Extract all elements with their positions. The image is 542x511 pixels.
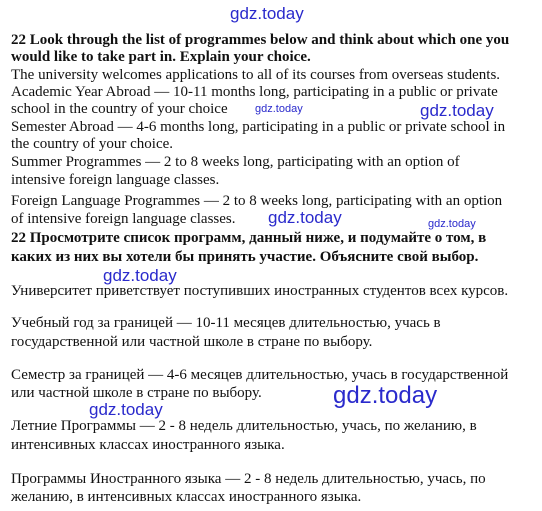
watermark-right: gdz.today — [420, 101, 494, 120]
intro-ru: Университет приветствует поступивших иностранных студентов всех курсов. — [11, 283, 509, 299]
programme-academic-year-line1: Academic Year Abroad — 10-11 months long, participating in a public or private — [11, 84, 498, 100]
programme-foreign-language-line2: of intensive foreign language classes. — [11, 211, 236, 227]
watermark-mid: gdz.today — [268, 208, 342, 227]
programme-ru-semester-line2: или частной школе в стране по выбору. — [11, 385, 262, 401]
programme-ru-foreign-language-line1: Программы Иностранного языка — 2 - 8 недель длительностью, учась, по — [11, 471, 486, 487]
programme-foreign-language-line1: Foreign Language Programmes — 2 to 8 weeks long, participating with an option — [11, 193, 503, 209]
programme-academic-year-line2: school in the country of your choice — [11, 101, 228, 117]
programme-ru-academic-year-line2: государственной или частной школе в стране по выбору. — [11, 334, 373, 350]
programme-ru-semester-line1: Семестр за границей — 4-6 месяцев длительностью, учась в государственной — [11, 367, 509, 383]
task-heading-en-line2: would like to take part in. Explain your choice. — [11, 49, 311, 65]
intro-en: The university welcomes applications to all of its courses from overseas students. — [11, 67, 501, 83]
task-heading-en-line1: 22 Look through the list of programmes below and think about which one you — [11, 32, 510, 48]
programme-semester-line2: the country of your choice. — [11, 136, 174, 152]
programme-semester-line1: Semester Abroad — 4-6 months long, participating in a public or private school in — [11, 119, 506, 135]
watermark-small: gdz.today — [255, 103, 303, 115]
watermark-large: gdz.today — [333, 382, 438, 409]
programme-ru-summer-line2: интенсивных классах иностранного языка. — [11, 437, 285, 453]
programme-ru-academic-year-line1: Учебный год за границей — 10-11 месяцев длительностью, учась в — [11, 315, 441, 331]
task-heading-ru-line2: каких из них вы хотели бы принять участие. Объясните свой выбор. — [11, 249, 479, 265]
programme-ru-foreign-language-line2: желанию, в интенсивных классах иностранного языка. — [11, 489, 362, 505]
programme-summer-line2: intensive foreign language classes. — [11, 172, 220, 188]
watermark-small-right: gdz.today — [428, 218, 476, 230]
watermark-lower-left: gdz.today — [89, 400, 163, 419]
watermark-top: gdz.today — [230, 4, 304, 23]
programme-summer-line1: Summer Programmes — 2 to 8 weeks long, participating with an option of — [11, 154, 460, 170]
watermark-left: gdz.today — [103, 266, 177, 285]
task-heading-ru-line1: 22 Просмотрите список программ, данный ниже, и подумайте о том, в — [11, 230, 487, 246]
programme-ru-summer-line1: Летние Программы — 2 - 8 недель длительностью, учась, по желанию, в — [11, 418, 477, 434]
